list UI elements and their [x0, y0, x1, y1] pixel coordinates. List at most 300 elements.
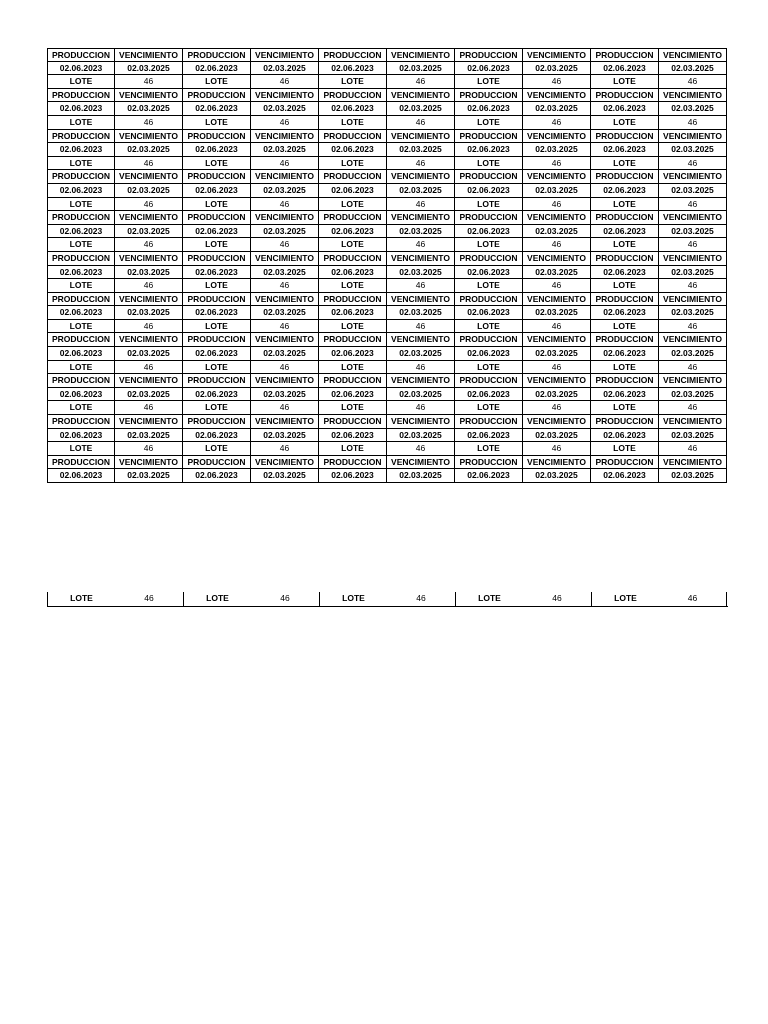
- expiry-date: 02.03.2025: [115, 347, 183, 361]
- production-date: 02.06.2023: [319, 388, 387, 402]
- production-header: PRODUCCION: [591, 456, 659, 470]
- lot-label: LOTE: [319, 116, 387, 130]
- production-header: PRODUCCION: [319, 211, 387, 225]
- production-header: PRODUCCION: [47, 293, 115, 307]
- production-header: PRODUCCION: [183, 456, 251, 470]
- production-date: 02.06.2023: [591, 184, 659, 198]
- lot-number: 46: [387, 198, 455, 212]
- lot-number: 46: [387, 238, 455, 252]
- lot-number: 46: [115, 75, 183, 89]
- expiry-date: 02.03.2025: [115, 306, 183, 320]
- lot-label: LOTE: [319, 401, 387, 415]
- expiry-date: 02.03.2025: [251, 143, 319, 157]
- lot-number: 46: [523, 279, 591, 293]
- lot-row: [47, 320, 727, 334]
- production-date: 02.06.2023: [455, 266, 523, 280]
- production-header: PRODUCCION: [183, 89, 251, 103]
- production-header: PRODUCCION: [455, 415, 523, 429]
- production-header: PRODUCCION: [183, 170, 251, 184]
- production-header: PRODUCCION: [319, 415, 387, 429]
- expiry-header: VENCIMIENTO: [251, 374, 319, 388]
- production-header: PRODUCCION: [319, 333, 387, 347]
- expiry-header: VENCIMIENTO: [523, 130, 591, 144]
- lot-label: LOTE: [455, 198, 523, 212]
- production-header: PRODUCCION: [47, 415, 115, 429]
- expiry-date: 02.03.2025: [115, 184, 183, 198]
- lot-number: 46: [387, 401, 455, 415]
- lot-number: 46: [523, 320, 591, 334]
- production-header: PRODUCCION: [455, 333, 523, 347]
- expiry-header: VENCIMIENTO: [115, 456, 183, 470]
- lot-number: 46: [115, 116, 183, 130]
- expiry-date: 02.03.2025: [659, 388, 727, 402]
- expiry-date: 02.03.2025: [387, 388, 455, 402]
- dates-row: [47, 225, 727, 239]
- lot-label: LOTE: [591, 238, 659, 252]
- lot-row: [47, 75, 727, 89]
- production-header: PRODUCCION: [47, 211, 115, 225]
- expiry-header: VENCIMIENTO: [523, 211, 591, 225]
- production-header: PRODUCCION: [47, 374, 115, 388]
- lot-number: 46: [115, 401, 183, 415]
- expiry-date: 02.03.2025: [115, 429, 183, 443]
- expiry-header: VENCIMIENTO: [523, 333, 591, 347]
- expiry-date: 02.03.2025: [387, 347, 455, 361]
- expiry-date: 02.03.2025: [387, 102, 455, 116]
- expiry-date: 02.03.2025: [387, 306, 455, 320]
- expiry-header: VENCIMIENTO: [659, 48, 727, 62]
- lot-label: LOTE: [319, 592, 387, 606]
- lot-row: [47, 157, 727, 171]
- expiry-header: VENCIMIENTO: [387, 415, 455, 429]
- lot-label: LOTE: [183, 116, 251, 130]
- production-date: 02.06.2023: [183, 184, 251, 198]
- production-header: PRODUCCION: [455, 89, 523, 103]
- expiry-header: VENCIMIENTO: [659, 293, 727, 307]
- lot-row: [47, 401, 727, 415]
- production-date: 02.06.2023: [455, 429, 523, 443]
- production-date: 02.06.2023: [319, 102, 387, 116]
- dates-row: [47, 143, 727, 157]
- expiry-date: 02.03.2025: [251, 388, 319, 402]
- production-header: PRODUCCION: [455, 293, 523, 307]
- production-header: PRODUCCION: [591, 415, 659, 429]
- production-date: 02.06.2023: [319, 184, 387, 198]
- expiry-header: VENCIMIENTO: [387, 252, 455, 266]
- expiry-header: VENCIMIENTO: [523, 293, 591, 307]
- production-header: PRODUCCION: [591, 170, 659, 184]
- expiry-header: VENCIMIENTO: [115, 89, 183, 103]
- expiry-header: VENCIMIENTO: [659, 89, 727, 103]
- production-header: PRODUCCION: [455, 374, 523, 388]
- production-header: PRODUCCION: [319, 48, 387, 62]
- expiry-header: VENCIMIENTO: [387, 293, 455, 307]
- expiry-header: VENCIMIENTO: [115, 48, 183, 62]
- lot-label: LOTE: [455, 157, 523, 171]
- production-date: 02.06.2023: [455, 469, 523, 483]
- expiry-header: VENCIMIENTO: [115, 415, 183, 429]
- production-header: PRODUCCION: [183, 252, 251, 266]
- production-header: PRODUCCION: [455, 456, 523, 470]
- production-date: 02.06.2023: [591, 225, 659, 239]
- production-date: 02.06.2023: [591, 347, 659, 361]
- expiry-date: 02.03.2025: [387, 184, 455, 198]
- lot-label: LOTE: [455, 320, 523, 334]
- production-header: PRODUCCION: [455, 170, 523, 184]
- production-date: 02.06.2023: [47, 429, 115, 443]
- lot-number: 46: [115, 238, 183, 252]
- expiry-header: VENCIMIENTO: [251, 456, 319, 470]
- lot-number: 46: [115, 442, 183, 456]
- lot-number: 46: [659, 238, 727, 252]
- expiry-header: VENCIMIENTO: [251, 293, 319, 307]
- lot-label: LOTE: [455, 361, 523, 375]
- lot-row: [47, 198, 727, 212]
- production-header: PRODUCCION: [319, 374, 387, 388]
- production-header: PRODUCCION: [591, 333, 659, 347]
- production-date: 02.06.2023: [47, 306, 115, 320]
- lot-number: 46: [115, 361, 183, 375]
- expiry-date: 02.03.2025: [659, 143, 727, 157]
- lot-number: 46: [523, 401, 591, 415]
- expiry-header: VENCIMIENTO: [523, 48, 591, 62]
- lot-label: LOTE: [591, 361, 659, 375]
- dates-row: [47, 62, 727, 76]
- dates-row: [47, 266, 727, 280]
- expiry-date: 02.03.2025: [387, 266, 455, 280]
- production-header: PRODUCCION: [591, 374, 659, 388]
- expiry-date: 02.03.2025: [251, 62, 319, 76]
- production-date: 02.06.2023: [591, 143, 659, 157]
- expiry-header: VENCIMIENTO: [523, 456, 591, 470]
- production-header: PRODUCCION: [319, 252, 387, 266]
- expiry-date: 02.03.2025: [387, 225, 455, 239]
- lot-number: 46: [387, 75, 455, 89]
- lot-number: 46: [387, 361, 455, 375]
- expiry-date: 02.03.2025: [659, 102, 727, 116]
- production-header: PRODUCCION: [591, 48, 659, 62]
- lot-number: 46: [387, 116, 455, 130]
- production-header: PRODUCCION: [455, 130, 523, 144]
- production-date: 02.06.2023: [183, 469, 251, 483]
- lot-number: 46: [251, 401, 319, 415]
- lot-number: 46: [659, 116, 727, 130]
- header-row: [47, 333, 727, 347]
- lot-number: 46: [523, 361, 591, 375]
- expiry-header: VENCIMIENTO: [251, 211, 319, 225]
- production-header: PRODUCCION: [319, 456, 387, 470]
- lot-label: LOTE: [591, 75, 659, 89]
- expiry-header: VENCIMIENTO: [523, 374, 591, 388]
- lot-label: LOTE: [591, 442, 659, 456]
- lot-number: 46: [387, 157, 455, 171]
- production-header: PRODUCCION: [47, 456, 115, 470]
- expiry-header: VENCIMIENTO: [659, 252, 727, 266]
- lot-label: LOTE: [455, 401, 523, 415]
- expiry-header: VENCIMIENTO: [659, 170, 727, 184]
- expiry-header: VENCIMIENTO: [115, 130, 183, 144]
- lot-label: LOTE: [455, 442, 523, 456]
- expiry-date: 02.03.2025: [523, 62, 591, 76]
- lot-row: [47, 592, 728, 607]
- production-header: PRODUCCION: [47, 130, 115, 144]
- production-header: PRODUCCION: [47, 252, 115, 266]
- production-date: 02.06.2023: [591, 469, 659, 483]
- production-date: 02.06.2023: [319, 62, 387, 76]
- production-date: 02.06.2023: [183, 225, 251, 239]
- lot-number: 46: [387, 442, 455, 456]
- lot-label: LOTE: [47, 75, 115, 89]
- lot-number: 46: [387, 320, 455, 334]
- lot-label: LOTE: [183, 442, 251, 456]
- lot-number: 46: [115, 198, 183, 212]
- production-date: 02.06.2023: [183, 266, 251, 280]
- lot-number: 46: [659, 320, 727, 334]
- expiry-date: 02.03.2025: [523, 266, 591, 280]
- lot-label: LOTE: [591, 279, 659, 293]
- production-header: PRODUCCION: [183, 130, 251, 144]
- expiry-header: VENCIMIENTO: [251, 415, 319, 429]
- lot-label: LOTE: [319, 361, 387, 375]
- production-header: PRODUCCION: [183, 211, 251, 225]
- lot-number: 46: [251, 279, 319, 293]
- production-date: 02.06.2023: [591, 62, 659, 76]
- production-date: 02.06.2023: [183, 306, 251, 320]
- lot-label: LOTE: [47, 157, 115, 171]
- lot-row: [47, 442, 727, 456]
- dates-row: [47, 429, 727, 443]
- dates-row: [47, 388, 727, 402]
- expiry-date: 02.03.2025: [523, 143, 591, 157]
- production-date: 02.06.2023: [47, 225, 115, 239]
- lot-number: 46: [387, 279, 455, 293]
- production-header: PRODUCCION: [591, 293, 659, 307]
- lot-label: LOTE: [455, 238, 523, 252]
- lot-number: 46: [251, 238, 319, 252]
- production-date: 02.06.2023: [319, 429, 387, 443]
- production-header: PRODUCCION: [591, 252, 659, 266]
- expiry-date: 02.03.2025: [659, 266, 727, 280]
- expiry-header: VENCIMIENTO: [115, 374, 183, 388]
- expiry-header: VENCIMIENTO: [387, 374, 455, 388]
- label-grid: [47, 48, 727, 483]
- lot-number: 46: [659, 157, 727, 171]
- expiry-date: 02.03.2025: [523, 306, 591, 320]
- lot-label: LOTE: [183, 401, 251, 415]
- expiry-date: 02.03.2025: [387, 143, 455, 157]
- lot-label: LOTE: [591, 592, 659, 606]
- production-header: PRODUCCION: [183, 415, 251, 429]
- header-row: [47, 130, 727, 144]
- production-date: 02.06.2023: [455, 306, 523, 320]
- lot-number: 46: [659, 401, 727, 415]
- lot-row: [47, 361, 727, 375]
- lot-number: 46: [523, 442, 591, 456]
- production-header: PRODUCCION: [455, 211, 523, 225]
- production-date: 02.06.2023: [591, 388, 659, 402]
- lot-label: LOTE: [47, 592, 115, 606]
- lot-number: 46: [251, 320, 319, 334]
- expiry-date: 02.03.2025: [523, 429, 591, 443]
- production-header: PRODUCCION: [183, 293, 251, 307]
- production-date: 02.06.2023: [319, 347, 387, 361]
- lot-label: LOTE: [319, 442, 387, 456]
- expiry-date: 02.03.2025: [523, 184, 591, 198]
- expiry-date: 02.03.2025: [115, 143, 183, 157]
- lot-label: LOTE: [183, 320, 251, 334]
- header-row: [47, 48, 727, 62]
- expiry-date: 02.03.2025: [659, 184, 727, 198]
- expiry-date: 02.03.2025: [659, 225, 727, 239]
- production-header: PRODUCCION: [319, 170, 387, 184]
- lot-label: LOTE: [47, 320, 115, 334]
- production-date: 02.06.2023: [47, 143, 115, 157]
- lot-label: LOTE: [47, 238, 115, 252]
- expiry-date: 02.03.2025: [115, 388, 183, 402]
- expiry-date: 02.03.2025: [659, 62, 727, 76]
- lot-label: LOTE: [47, 279, 115, 293]
- header-row: [47, 293, 727, 307]
- lot-number: 46: [659, 442, 727, 456]
- lot-label: LOTE: [183, 157, 251, 171]
- lot-label: LOTE: [319, 75, 387, 89]
- header-row: [47, 89, 727, 103]
- expiry-header: VENCIMIENTO: [387, 456, 455, 470]
- lot-label: LOTE: [183, 279, 251, 293]
- lot-label: LOTE: [47, 361, 115, 375]
- expiry-header: VENCIMIENTO: [251, 170, 319, 184]
- lot-label: LOTE: [183, 361, 251, 375]
- expiry-date: 02.03.2025: [387, 62, 455, 76]
- lot-row: [47, 279, 727, 293]
- expiry-header: VENCIMIENTO: [523, 415, 591, 429]
- expiry-header: VENCIMIENTO: [387, 130, 455, 144]
- production-date: 02.06.2023: [183, 62, 251, 76]
- dates-row: [47, 469, 727, 483]
- production-header: PRODUCCION: [319, 89, 387, 103]
- header-row: [47, 415, 727, 429]
- expiry-date: 02.03.2025: [523, 102, 591, 116]
- production-header: PRODUCCION: [183, 333, 251, 347]
- expiry-header: VENCIMIENTO: [115, 333, 183, 347]
- production-header: PRODUCCION: [319, 130, 387, 144]
- lot-label: LOTE: [591, 116, 659, 130]
- lot-number: 46: [280, 593, 290, 603]
- dates-row: [47, 347, 727, 361]
- lot-label: LOTE: [455, 75, 523, 89]
- expiry-header: VENCIMIENTO: [523, 252, 591, 266]
- production-header: PRODUCCION: [455, 48, 523, 62]
- lot-label: LOTE: [319, 157, 387, 171]
- lot-number: 46: [523, 157, 591, 171]
- expiry-header: VENCIMIENTO: [659, 415, 727, 429]
- expiry-date: 02.03.2025: [387, 469, 455, 483]
- production-date: 02.06.2023: [455, 347, 523, 361]
- production-date: 02.06.2023: [455, 143, 523, 157]
- expiry-header: VENCIMIENTO: [659, 456, 727, 470]
- lot-row: [47, 238, 727, 252]
- lot-number: 46: [251, 198, 319, 212]
- lot-label: LOTE: [183, 592, 251, 606]
- expiry-date: 02.03.2025: [251, 225, 319, 239]
- expiry-date: 02.03.2025: [523, 347, 591, 361]
- expiry-date: 02.03.2025: [659, 347, 727, 361]
- expiry-header: VENCIMIENTO: [387, 211, 455, 225]
- lot-number: 46: [416, 593, 426, 603]
- header-row: [47, 211, 727, 225]
- header-row: [47, 170, 727, 184]
- lot-number: 46: [115, 157, 183, 171]
- expiry-date: 02.03.2025: [251, 184, 319, 198]
- production-header: PRODUCCION: [455, 252, 523, 266]
- expiry-date: 02.03.2025: [523, 469, 591, 483]
- lot-label: LOTE: [47, 116, 115, 130]
- production-date: 02.06.2023: [47, 266, 115, 280]
- production-header: PRODUCCION: [591, 211, 659, 225]
- expiry-header: VENCIMIENTO: [387, 89, 455, 103]
- expiry-date: 02.03.2025: [251, 469, 319, 483]
- expiry-header: VENCIMIENTO: [251, 252, 319, 266]
- lot-label: LOTE: [47, 442, 115, 456]
- lot-number: 46: [251, 442, 319, 456]
- expiry-header: VENCIMIENTO: [251, 48, 319, 62]
- lot-number: 46: [659, 361, 727, 375]
- expiry-header: VENCIMIENTO: [659, 130, 727, 144]
- lot-number: 46: [523, 198, 591, 212]
- lot-label: LOTE: [47, 401, 115, 415]
- production-header: PRODUCCION: [47, 48, 115, 62]
- production-header: PRODUCCION: [47, 333, 115, 347]
- header-row: [47, 374, 727, 388]
- production-date: 02.06.2023: [591, 266, 659, 280]
- expiry-header: VENCIMIENTO: [659, 333, 727, 347]
- production-date: 02.06.2023: [591, 102, 659, 116]
- production-date: 02.06.2023: [183, 347, 251, 361]
- lot-label: LOTE: [455, 592, 523, 606]
- lot-label: LOTE: [47, 198, 115, 212]
- expiry-header: VENCIMIENTO: [251, 89, 319, 103]
- production-header: PRODUCCION: [47, 170, 115, 184]
- dates-row: [47, 102, 727, 116]
- production-date: 02.06.2023: [183, 388, 251, 402]
- production-header: PRODUCCION: [591, 89, 659, 103]
- expiry-date: 02.03.2025: [115, 469, 183, 483]
- lot-number: 46: [552, 593, 562, 603]
- lot-label: LOTE: [591, 401, 659, 415]
- lot-label: LOTE: [183, 238, 251, 252]
- production-date: 02.06.2023: [47, 102, 115, 116]
- expiry-date: 02.03.2025: [523, 225, 591, 239]
- production-date: 02.06.2023: [47, 62, 115, 76]
- lot-number: 46: [523, 116, 591, 130]
- production-date: 02.06.2023: [183, 429, 251, 443]
- header-row: [47, 456, 727, 470]
- production-date: 02.06.2023: [47, 469, 115, 483]
- lot-number: 46: [251, 361, 319, 375]
- expiry-date: 02.03.2025: [387, 429, 455, 443]
- lot-number: 46: [251, 116, 319, 130]
- production-date: 02.06.2023: [183, 102, 251, 116]
- expiry-date: 02.03.2025: [115, 266, 183, 280]
- production-date: 02.06.2023: [455, 388, 523, 402]
- lot-number: 46: [659, 279, 727, 293]
- expiry-date: 02.03.2025: [659, 306, 727, 320]
- expiry-header: VENCIMIENTO: [251, 333, 319, 347]
- lot-label: LOTE: [455, 116, 523, 130]
- lot-label: LOTE: [319, 279, 387, 293]
- lot-number: 46: [659, 592, 727, 606]
- expiry-header: VENCIMIENTO: [387, 333, 455, 347]
